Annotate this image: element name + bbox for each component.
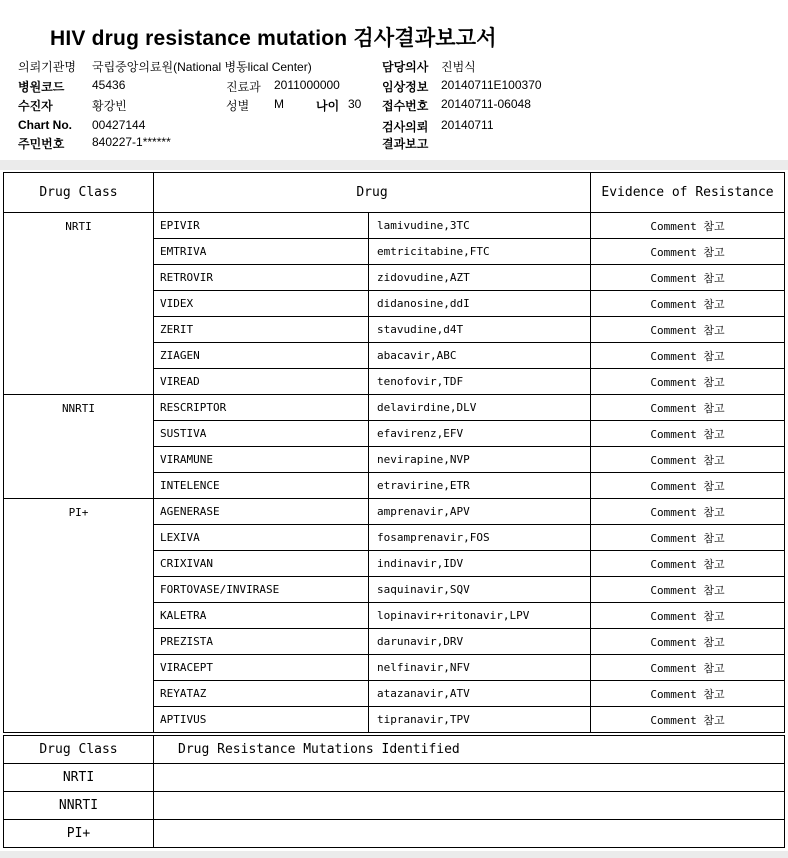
dept-value: 2011000000 [274, 78, 340, 92]
generic-name-cell: nelfinavir,NFV [369, 655, 591, 681]
section-divider [0, 160, 788, 170]
generic-name-cell: atazanavir,ATV [369, 681, 591, 707]
evidence-cell: Comment 참고 [591, 499, 785, 525]
chart-no-value: 00427144 [92, 118, 146, 132]
brand-name-cell: VIRAMUNE [154, 447, 369, 473]
brand-name-cell: INTELENCE [154, 473, 369, 499]
mutations-class-cell: NNRTI [4, 792, 154, 820]
mutations-class-cell: NRTI [4, 764, 154, 792]
dept-label: 진료과 [226, 80, 261, 94]
generic-name-cell: darunavir,DRV [369, 629, 591, 655]
generic-name-cell: tenofovir,TDF [369, 369, 591, 395]
brand-name-cell: RETROVIR [154, 265, 369, 291]
report-title: HIV drug resistance mutation 검사결과보고서 [50, 27, 497, 50]
evidence-cell: Comment 참고 [591, 369, 785, 395]
generic-name-cell: abacavir,ABC [369, 343, 591, 369]
generic-name-cell: etravirine,ETR [369, 473, 591, 499]
evidence-cell: Comment 참고 [591, 681, 785, 707]
evidence-header: Evidence of Resistance [591, 173, 785, 213]
table-row [4, 213, 785, 239]
rrn-label: 주민번호 [18, 137, 65, 151]
evidence-cell: Comment 참고 [591, 655, 785, 681]
patient-value: 황강빈 [92, 99, 127, 113]
age-value: 30 [348, 97, 362, 111]
page-bottom-band [0, 851, 788, 858]
institution-label: 의뢰기관명 [18, 60, 76, 74]
mutations-table [3, 735, 785, 848]
generic-name-cell: lamivudine,3TC [369, 213, 591, 239]
brand-name-cell: VIDEX [154, 291, 369, 317]
age-label: 나이 [316, 99, 340, 113]
generic-name-cell: amprenavir,APV [369, 499, 591, 525]
generic-name-cell: emtricitabine,FTC [369, 239, 591, 265]
mutations-value-cell [154, 820, 785, 848]
evidence-cell: Comment 참고 [591, 395, 785, 421]
brand-name-cell: VIREAD [154, 369, 369, 395]
table-row [4, 499, 785, 525]
chart-no-label: Chart No. [18, 118, 72, 132]
doctor-value: 진범식 [441, 60, 476, 74]
generic-name-cell: didanosine,ddI [369, 291, 591, 317]
drug-class-cell: NRTI [4, 213, 154, 395]
hospital-code-value: 45436 [92, 78, 126, 92]
sex-label: 성별 [226, 99, 250, 113]
sex-value: M [274, 97, 284, 111]
exam-value: 20140711 [441, 118, 494, 132]
evidence-cell: Comment 참고 [591, 265, 785, 291]
mutations-value-cell [154, 792, 785, 820]
brand-name-cell: APTIVUS [154, 707, 369, 733]
brand-name-cell: ZIAGEN [154, 343, 369, 369]
evidence-cell: Comment 참고 [591, 239, 785, 265]
receipt-label: 접수번호 [382, 99, 429, 113]
brand-name-cell: EMTRIVA [154, 239, 369, 265]
evidence-cell: Comment 참고 [591, 603, 785, 629]
evidence-cell: Comment 참고 [591, 317, 785, 343]
brand-name-cell: EPIVIR [154, 213, 369, 239]
generic-name-cell: nevirapine,NVP [369, 447, 591, 473]
doctor-label: 담당의사 [382, 60, 429, 74]
report-header [0, 0, 788, 160]
clinical-label: 임상정보 [382, 80, 429, 94]
evidence-cell: Comment 참고 [591, 343, 785, 369]
table-row [4, 395, 785, 421]
evidence-cell: Comment 참고 [591, 421, 785, 447]
mutations-value-cell [154, 764, 785, 792]
brand-name-cell: FORTOVASE/INVIRASE [154, 577, 369, 603]
drug-header: Drug [154, 173, 591, 213]
evidence-cell: Comment 참고 [591, 213, 785, 239]
resistance-table [3, 172, 785, 733]
brand-name-cell: KALETRA [154, 603, 369, 629]
generic-name-cell: lopinavir+ritonavir,LPV [369, 603, 591, 629]
mutations-class-cell: PI+ [4, 820, 154, 848]
evidence-cell: Comment 참고 [591, 291, 785, 317]
drug-class-cell: NNRTI [4, 395, 154, 499]
patient-label: 수진자 [18, 99, 53, 113]
hospital-code-label: 병원코드 [18, 80, 65, 94]
generic-name-cell: saquinavir,SQV [369, 577, 591, 603]
mutations-identified-header: Drug Resistance Mutations Identified [154, 736, 785, 764]
brand-name-cell: ZERIT [154, 317, 369, 343]
result-label: 결과보고 [382, 137, 429, 151]
evidence-cell: Comment 참고 [591, 447, 785, 473]
evidence-cell: Comment 참고 [591, 551, 785, 577]
drug-class-cell: PI+ [4, 499, 154, 733]
exam-label: 검사의뢰 [382, 120, 429, 134]
evidence-cell: Comment 참고 [591, 707, 785, 733]
receipt-value: 20140711-06048 [441, 97, 531, 111]
table-row [4, 820, 785, 848]
evidence-cell: Comment 참고 [591, 473, 785, 499]
mutations-table-header [4, 736, 785, 764]
brand-name-cell: CRIXIVAN [154, 551, 369, 577]
evidence-cell: Comment 참고 [591, 629, 785, 655]
resistance-table-header [4, 173, 785, 213]
generic-name-cell: efavirenz,EFV [369, 421, 591, 447]
brand-name-cell: RESCRIPTOR [154, 395, 369, 421]
generic-name-cell: delavirdine,DLV [369, 395, 591, 421]
drug-class-header: Drug Class [4, 173, 154, 213]
generic-name-cell: indinavir,IDV [369, 551, 591, 577]
evidence-cell: Comment 참고 [591, 525, 785, 551]
brand-name-cell: AGENERASE [154, 499, 369, 525]
brand-name-cell: REYATAZ [154, 681, 369, 707]
table-row [4, 792, 785, 820]
table-row [4, 764, 785, 792]
mutations-drug-class-header: Drug Class [4, 736, 154, 764]
brand-name-cell: LEXIVA [154, 525, 369, 551]
institution-value: 국립중앙의료원(National 병동lical Center) [92, 60, 312, 74]
brand-name-cell: PREZISTA [154, 629, 369, 655]
generic-name-cell: tipranavir,TPV [369, 707, 591, 733]
evidence-cell: Comment 참고 [591, 577, 785, 603]
generic-name-cell: stavudine,d4T [369, 317, 591, 343]
rrn-value: 840227-1****** [92, 135, 171, 149]
clinical-value: 20140711E100370 [441, 78, 542, 92]
generic-name-cell: fosamprenavir,FOS [369, 525, 591, 551]
brand-name-cell: SUSTIVA [154, 421, 369, 447]
brand-name-cell: VIRACEPT [154, 655, 369, 681]
generic-name-cell: zidovudine,AZT [369, 265, 591, 291]
